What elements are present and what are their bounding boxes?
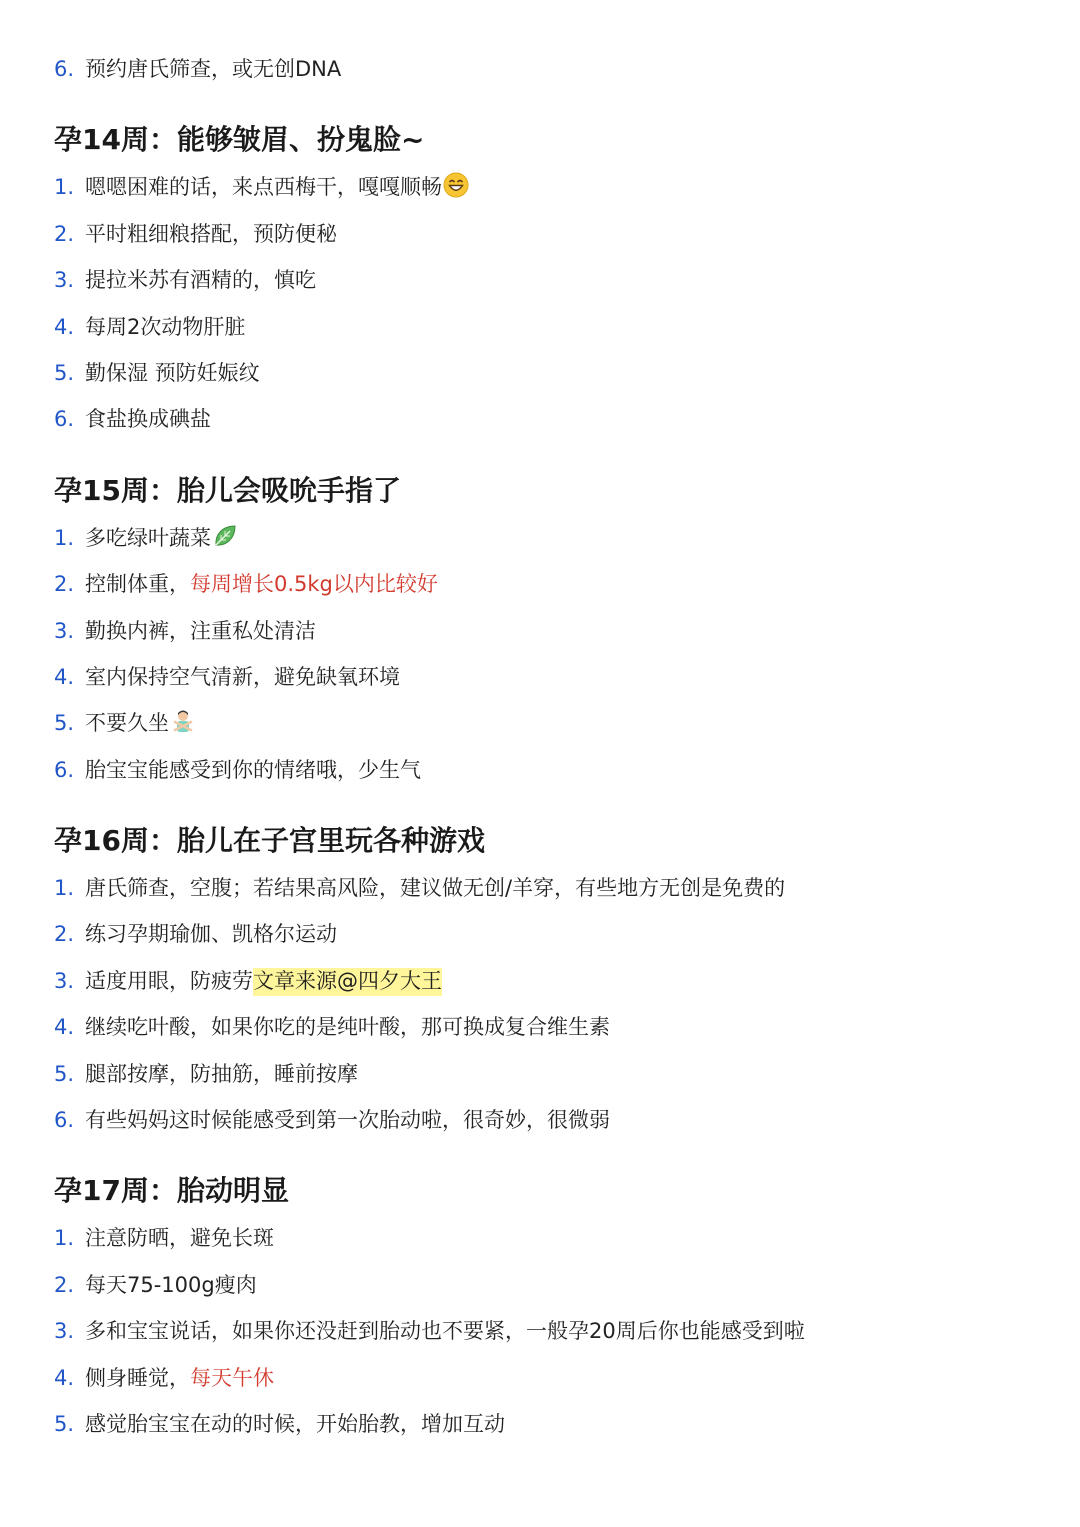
list-item xyxy=(54,1101,1034,1147)
list-number: 5. xyxy=(54,1061,75,1086)
list-text: 多和宝宝说话，如果你还没赶到胎动也不要紧，一般孕20周后你也能感受到啦 xyxy=(85,1319,805,1344)
list-item xyxy=(54,962,1034,1008)
list-number: 2. xyxy=(54,221,75,246)
list-item xyxy=(54,751,1034,797)
list-number: 3. xyxy=(54,268,75,293)
emphasis-red-text: 每天午休 xyxy=(190,1365,274,1390)
list-number: 5. xyxy=(54,711,75,736)
list-number: 1. xyxy=(54,525,75,550)
list-item xyxy=(54,1312,1034,1358)
list-text: 唐氏筛查，空腹；若结果高风险，建议做无创/羊穿，有些地方无创是免费的 xyxy=(85,876,786,901)
list-number: 3. xyxy=(54,1319,75,1344)
list-text: 每天75-100g瘦肉 xyxy=(85,1272,257,1297)
list-text: 腿部按摩，防抽筋，睡前按摩 xyxy=(85,1061,358,1086)
list-text: 练习孕期瑜伽、凯格尔运动 xyxy=(85,922,337,947)
list-item xyxy=(54,658,1034,704)
list-number: 3. xyxy=(54,968,75,993)
document-page xyxy=(54,50,1034,1451)
list-item xyxy=(54,869,1034,915)
list-item xyxy=(54,1405,1034,1451)
list-item xyxy=(54,168,1034,214)
list-number: 2. xyxy=(54,922,75,947)
list-text: 适度用眼，防疲劳 xyxy=(85,968,253,993)
list-item xyxy=(54,1219,1034,1265)
list-number: 6. xyxy=(54,57,75,81)
list-text: 勤换内裤，注重私处清洁 xyxy=(85,618,316,643)
list-text: 有些妈妈这时候能感受到第一次胎动啦，很奇妙，很微弱 xyxy=(85,1108,610,1133)
list-item xyxy=(54,1008,1034,1054)
list-item xyxy=(54,519,1034,565)
list-number: 5. xyxy=(54,1411,75,1436)
list-number: 6. xyxy=(54,1108,75,1133)
section-heading-week17: 孕17周：胎动明显 xyxy=(54,1174,289,1208)
list-text: 感觉胎宝宝在动的时候，开始胎教，增加互动 xyxy=(85,1411,505,1436)
list-item xyxy=(54,215,1034,261)
list-item xyxy=(54,1055,1034,1101)
list-item xyxy=(54,704,1034,750)
highlighted-source-text: 文章来源@四夕大王 xyxy=(253,968,442,996)
list-item xyxy=(54,565,1034,611)
list-text: 预约唐氏筛查，或无创DNA xyxy=(85,57,342,81)
list-number: 4. xyxy=(54,1365,75,1390)
list-item xyxy=(54,1266,1034,1312)
list-number: 1. xyxy=(54,876,75,901)
list-number: 3. xyxy=(54,618,75,643)
list-number: 1. xyxy=(54,1226,75,1251)
list-text: 不要久坐 xyxy=(85,711,169,736)
list-text: 胎宝宝能感受到你的情绪哦，少生气 xyxy=(85,757,421,782)
section-heading-week16: 孕16周：胎儿在子宫里玩各种游戏 xyxy=(54,824,485,858)
list-number: 4. xyxy=(54,664,75,689)
section-heading-week15: 孕15周：胎儿会吸吮手指了 xyxy=(54,473,401,507)
list-number: 6. xyxy=(54,757,75,782)
list-number: 4. xyxy=(54,1015,75,1040)
list-item xyxy=(54,400,1034,446)
list-text: 室内保持空气清新，避免缺氧环境 xyxy=(85,664,400,689)
list-text: 多吃绿叶蔬菜 xyxy=(85,525,211,550)
list-text: 勤保湿 预防妊娠纹 xyxy=(85,360,260,385)
grinning-face-emoji-icon xyxy=(443,172,469,210)
list-number: 2. xyxy=(54,572,75,597)
person-gesturing-no-emoji-icon xyxy=(170,708,196,746)
list-item xyxy=(54,354,1034,400)
list-item xyxy=(54,612,1034,658)
list-item xyxy=(54,308,1034,354)
list-text: 每周2次动物肝脏 xyxy=(85,314,246,339)
list-number: 1. xyxy=(54,175,75,200)
list-item xyxy=(54,1359,1034,1405)
list-number: 4. xyxy=(54,314,75,339)
list-text: 注意防晒，避免长斑 xyxy=(85,1226,274,1251)
list-text: 食盐换成碘盐 xyxy=(85,407,211,432)
list-number: 2. xyxy=(54,1272,75,1297)
section-heading-week14: 孕14周：能够皱眉、扮鬼脸~ xyxy=(54,123,425,157)
leafy-green-emoji-icon xyxy=(212,523,238,561)
list-text: 控制体重， xyxy=(85,572,190,597)
list-text: 侧身睡觉， xyxy=(85,1365,190,1390)
list-text: 嗯嗯困难的话，来点西梅干，嘎嘎顺畅 xyxy=(85,175,442,200)
list-item xyxy=(54,915,1034,961)
list-item-intro-6 xyxy=(54,50,1034,96)
list-number: 6. xyxy=(54,407,75,432)
list-text: 继续吃叶酸，如果你吃的是纯叶酸，那可换成复合维生素 xyxy=(85,1015,610,1040)
list-text: 提拉米苏有酒精的，慎吃 xyxy=(85,268,316,293)
list-item xyxy=(54,261,1034,307)
list-number: 5. xyxy=(54,360,75,385)
list-text: 平时粗细粮搭配，预防便秘 xyxy=(85,221,337,246)
emphasis-red-text: 每周增长0.5kg以内比较好 xyxy=(190,572,438,597)
